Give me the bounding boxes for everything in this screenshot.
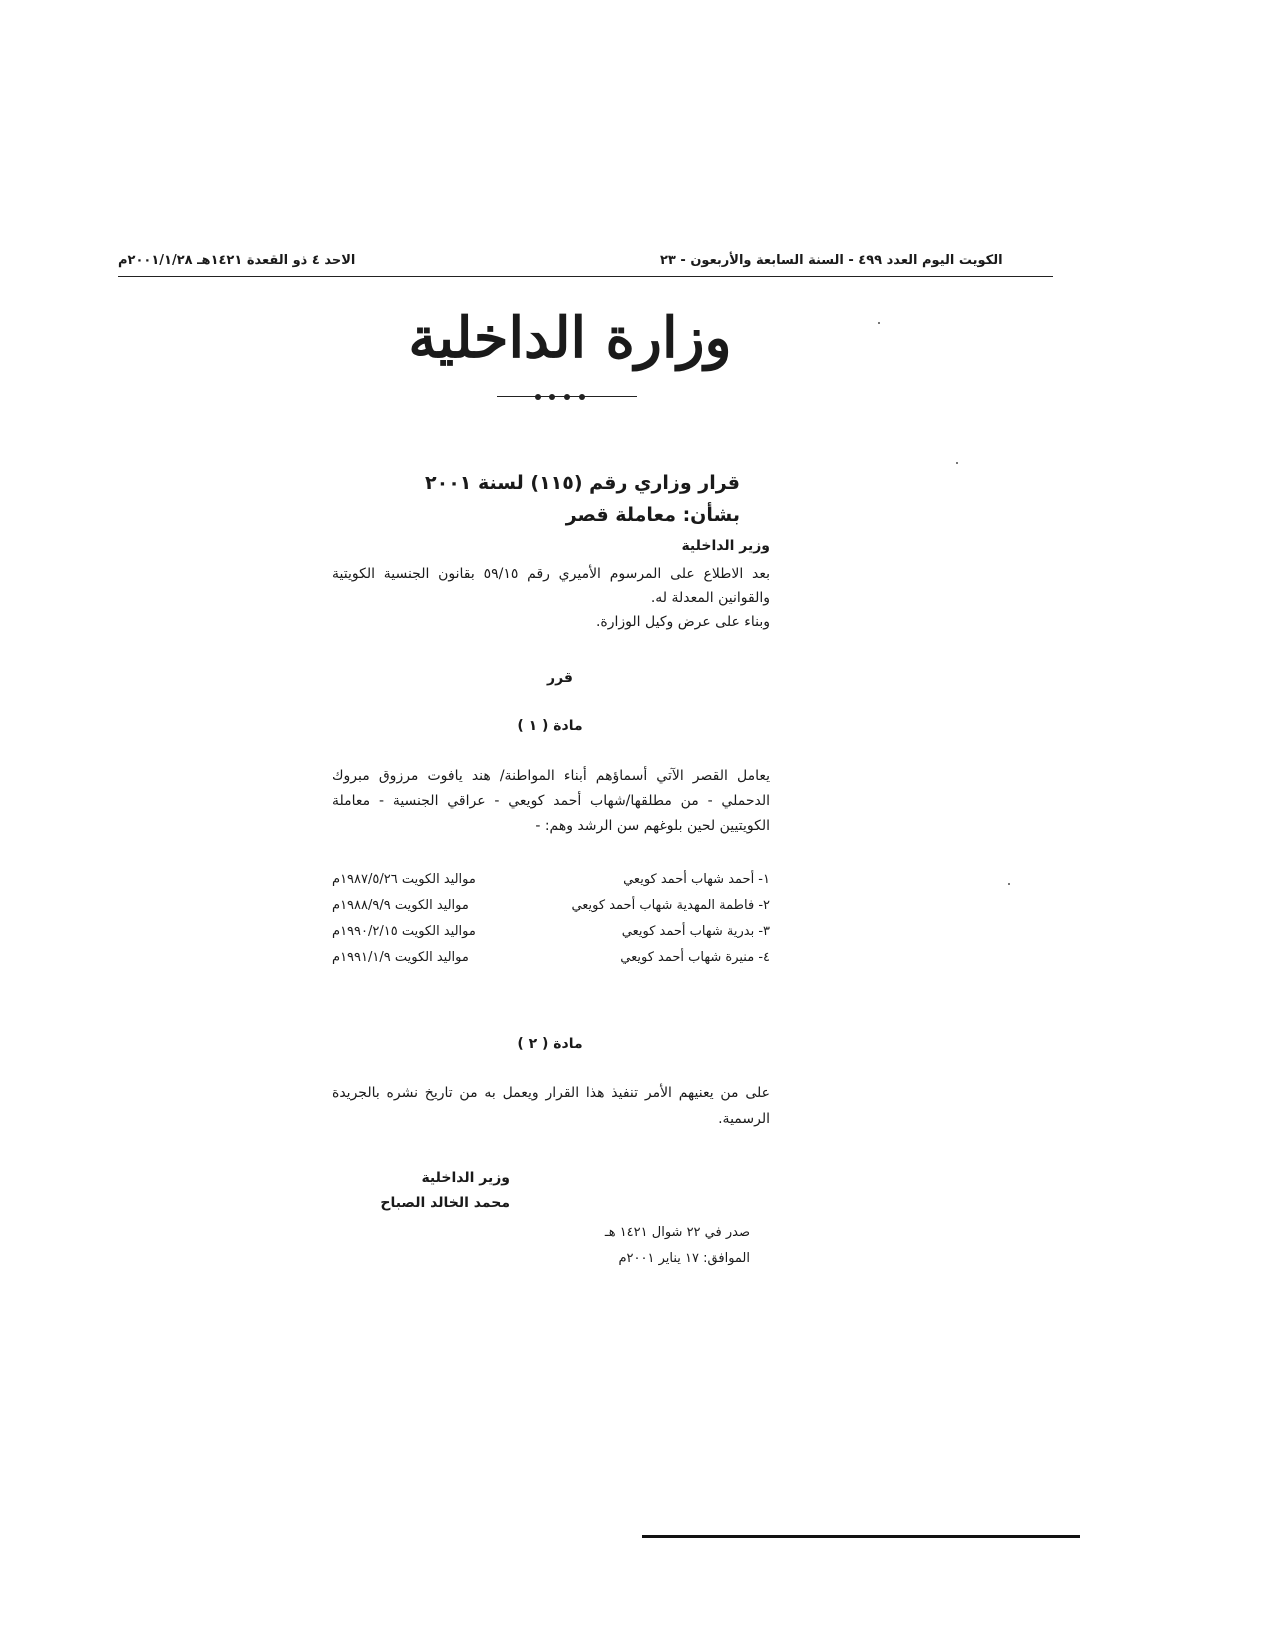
preamble bbox=[332, 562, 770, 634]
signature-title: وزير الداخلية bbox=[421, 1170, 510, 1186]
issue-date-gregorian: الموافق: ١٧ يناير ٢٠٠١م bbox=[618, 1251, 750, 1266]
header-date: الاحد ٤ ذو القعدة ١٤٢١هـ ٢٠٠١/١/٢٨م bbox=[118, 253, 356, 268]
scan-speck bbox=[956, 462, 958, 464]
signature-name: محمد الخالد الصباح bbox=[380, 1195, 510, 1211]
child-birth: مواليد الكويت ١٩٨٧/٥/٢٦م bbox=[332, 872, 476, 887]
footer-divider bbox=[642, 1535, 1080, 1538]
child-name: ١- أحمد شهاب أحمد كويعي bbox=[623, 872, 770, 887]
issue-date bbox=[560, 1220, 750, 1272]
article-1-text: يعامل القصر الآتي أسماؤهم أبناء المواطنة/ هند يافوت مرزوق مبروك الدحملي - من مطلقها/شهاب أحمد كويعي - عراقي الجنسية - معاملة الكويتيين لحين بلوغهم سن الرشد وهم: - bbox=[332, 768, 770, 834]
list-item bbox=[332, 898, 770, 924]
issue-date-hijri: صدر في ٢٢ شوال ١٤٢١ هـ bbox=[604, 1225, 750, 1240]
ministry-title: وزارة الداخلية bbox=[408, 305, 732, 371]
article-2-text: على من يعنيهم الأمر تنفيذ هذا القرار ويعمل به من تاريخ نشره بالجريدة الرسمية. bbox=[332, 1085, 770, 1127]
child-name: ٤- منيرة شهاب أحمد كويعي bbox=[620, 950, 770, 965]
children-list bbox=[332, 872, 770, 976]
list-item bbox=[332, 924, 770, 950]
article-1-label: مادة ( ١ ) bbox=[517, 718, 583, 734]
decree-subject: بشأن: معاملة قصر bbox=[565, 504, 740, 526]
list-item bbox=[332, 950, 770, 976]
header-divider bbox=[118, 276, 1053, 277]
article-2-label: مادة ( ٢ ) bbox=[517, 1036, 583, 1052]
child-birth: مواليد الكويت ١٩٩٠/٢/١٥م bbox=[332, 924, 476, 939]
preamble-line: بعد الاطلاع على المرسوم الأميري رقم ٥٩/١٥ بقانون الجنسية الكويتية والقوانين المعدلة له. bbox=[332, 566, 770, 606]
scan-speck bbox=[878, 322, 880, 324]
child-name: ٣- بدرية شهاب أحمد كويعي bbox=[621, 924, 770, 939]
child-name: ٢- فاطمة المهدية شهاب أحمد كويعي bbox=[571, 898, 770, 913]
child-birth: مواليد الكويت ١٩٩١/١/٩م bbox=[332, 950, 469, 965]
decree-title: قرار وزاري رقم (١١٥) لسنة ٢٠٠١ bbox=[425, 472, 740, 494]
child-birth: مواليد الكويت ١٩٨٨/٩/٩م bbox=[332, 898, 469, 913]
issuer: وزير الداخلية bbox=[681, 538, 770, 554]
preamble-line: وبناء على عرض وكيل الوزارة. bbox=[595, 614, 770, 630]
list-item bbox=[332, 872, 770, 898]
decided-label: قرر bbox=[547, 670, 573, 686]
ornament-divider bbox=[497, 394, 637, 400]
header-issue-info: الكويت اليوم العدد ٤٩٩ - السنة السابعة والأربعون - ٢٣ bbox=[660, 253, 1003, 268]
scan-speck bbox=[1008, 883, 1010, 885]
